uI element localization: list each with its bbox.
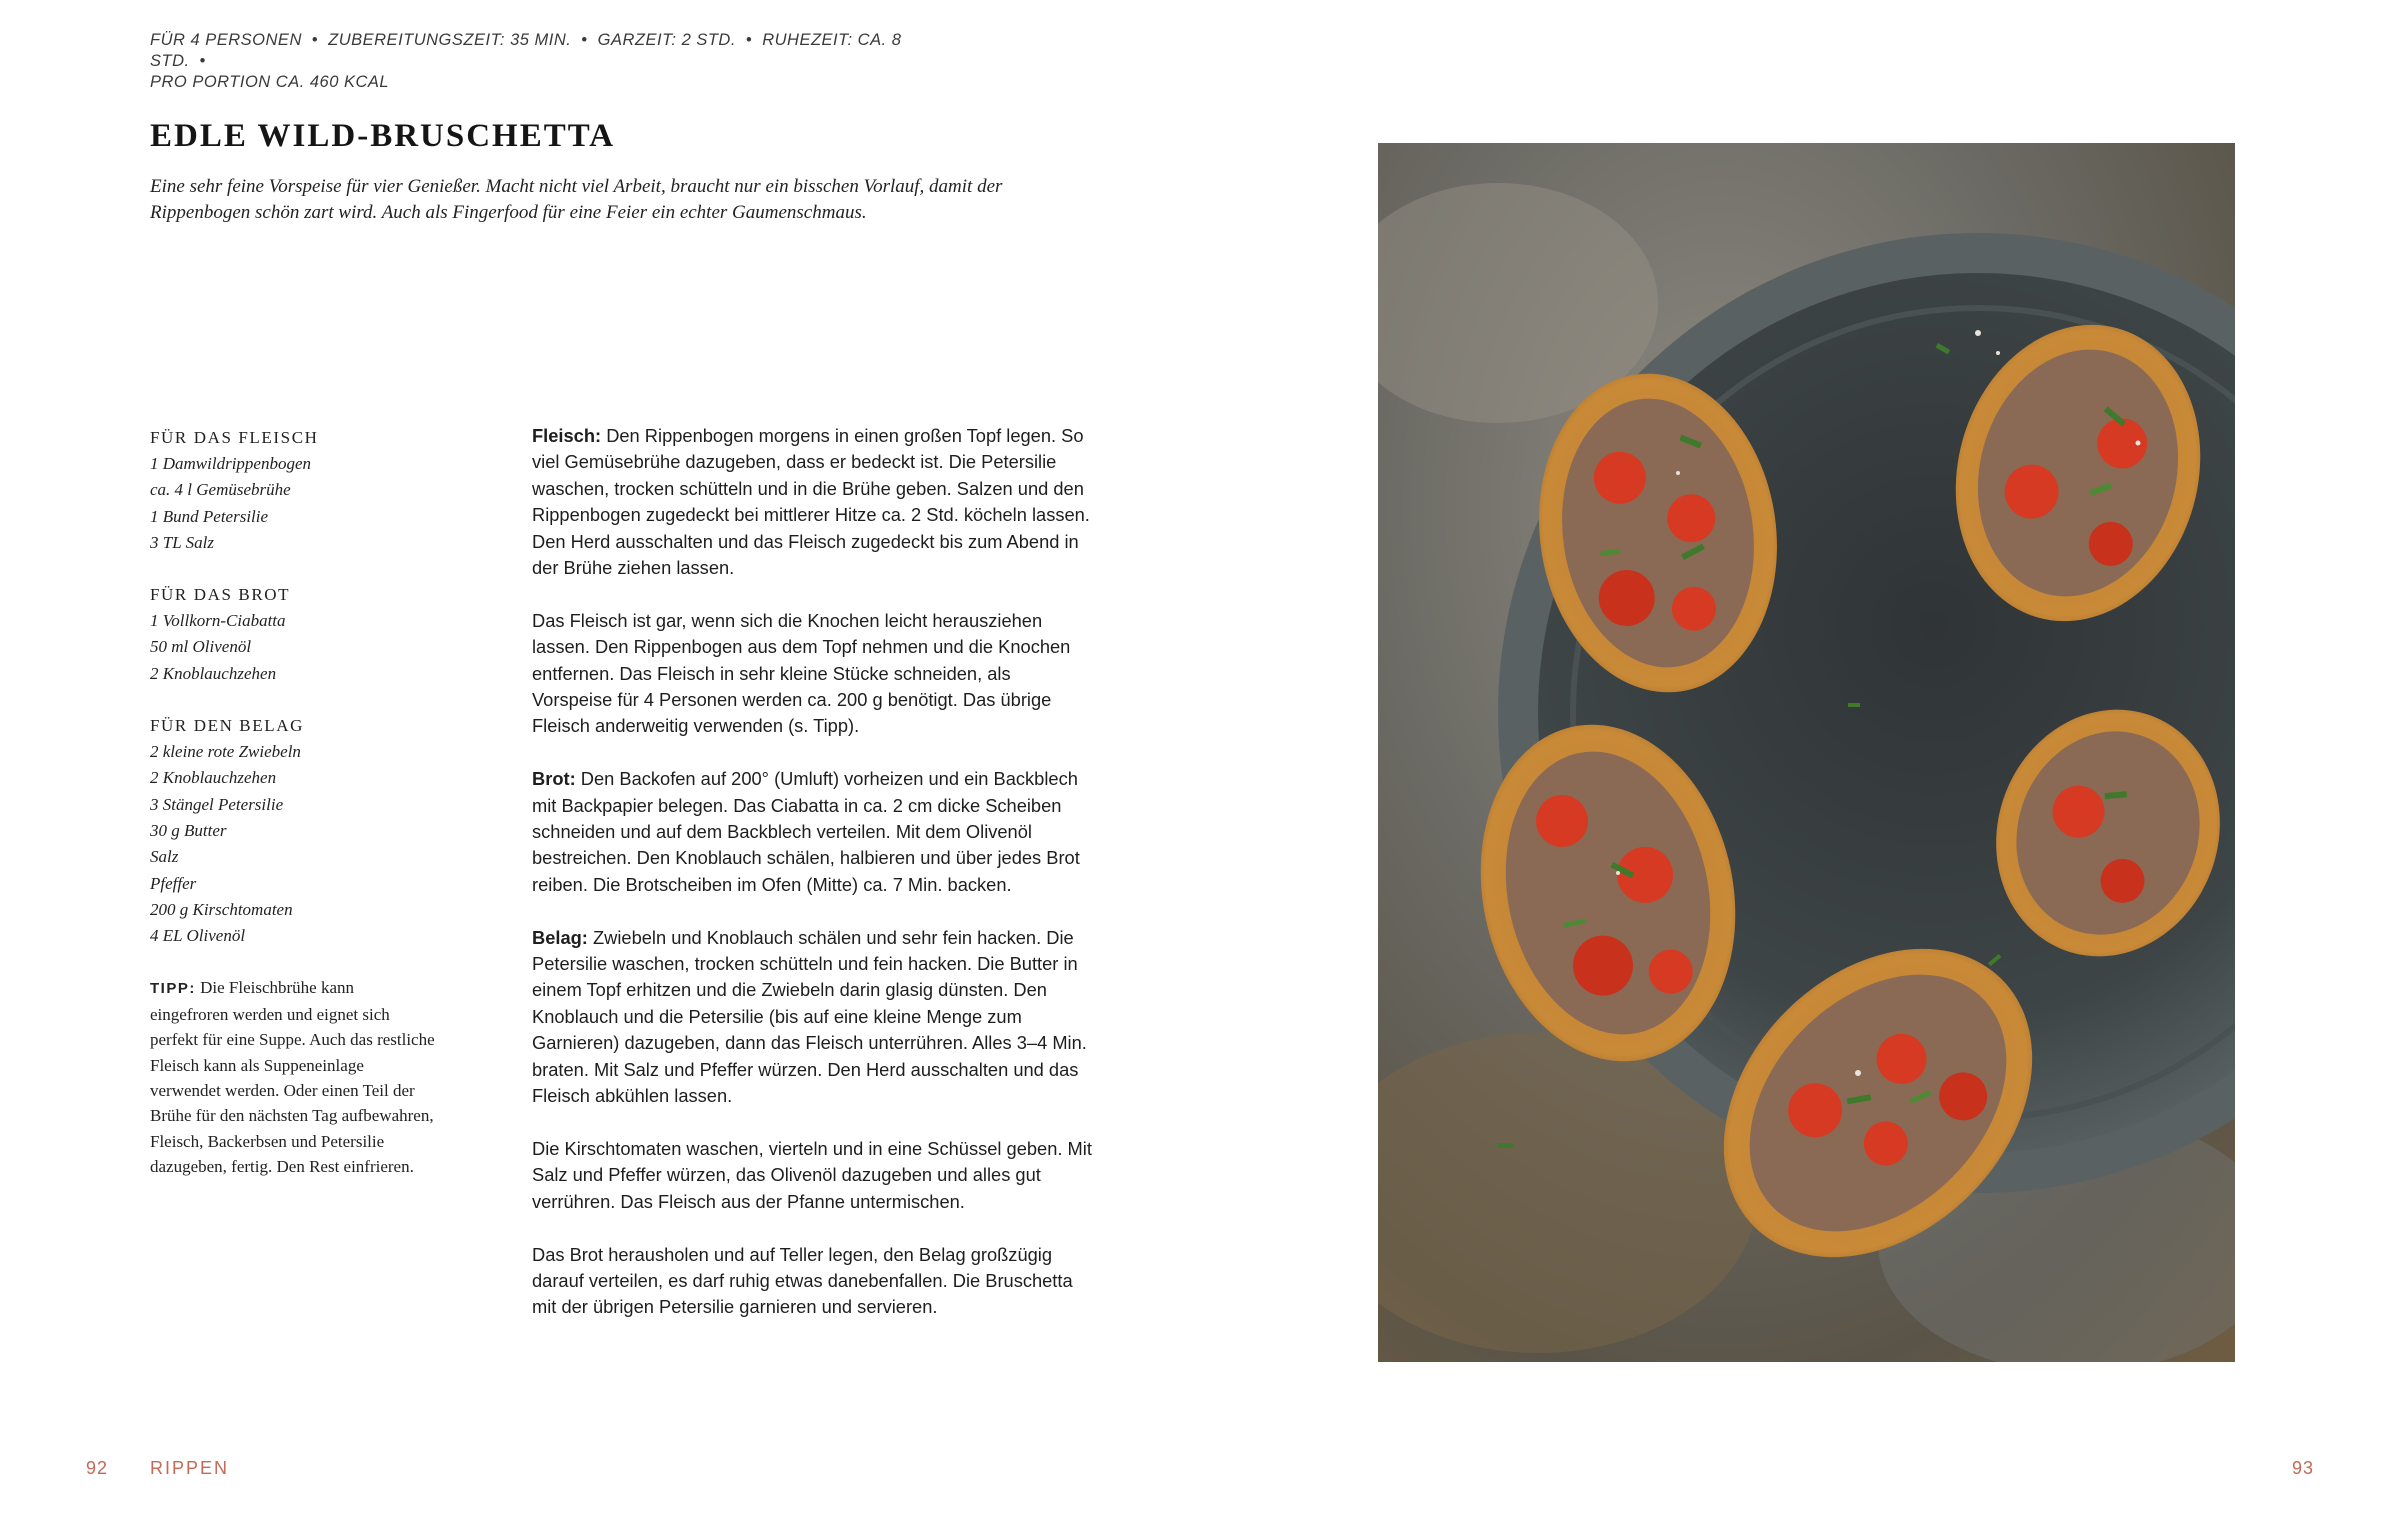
ingredient-item: 1 Bund Petersilie [150, 506, 269, 526]
instruction-lead: Brot: [532, 768, 576, 790]
meta-separator: • [581, 31, 588, 49]
meta-separator: • [311, 31, 319, 49]
ingredient-item: 200 g Kirschtomaten [150, 899, 293, 919]
ingredient-group-meat [150, 425, 440, 556]
meta-separator: • [199, 52, 206, 70]
instruction-lead: Fleisch: [532, 425, 602, 446]
recipe-title: EDLE WILD-BRUSCHETTA [150, 118, 616, 154]
page-number-left: 92 [86, 1458, 109, 1478]
meta-cook-time: GARZEIT: 2 STD. [597, 31, 736, 49]
ingredient-group-heading: FÜR DEN BELAG [150, 716, 304, 736]
ingredient-item: 2 Knoblauchzehen [150, 768, 277, 788]
instructions-column [532, 423, 1092, 1347]
recipe-meta [150, 30, 970, 93]
meta-calories: PRO PORTION CA. 460 KCAL [150, 73, 390, 91]
ingredient-item: 30 g Butter [150, 820, 227, 840]
instruction-paragraph [532, 1136, 1092, 1215]
ingredient-group-heading: FÜR DAS BROT [150, 585, 291, 605]
ingredient-item: ca. 4 l Gemüsebrühe [150, 480, 291, 500]
bruschetta-photo [1378, 143, 2235, 1362]
ingredient-item: 1 Vollkorn-Ciabatta [150, 611, 286, 631]
photo-illustration [1378, 143, 2235, 1362]
section-label: RIPPEN [150, 1458, 230, 1478]
instruction-text: Das Fleisch ist gar, wenn sich die Knochen leicht herausziehen lassen. Den Rippenbogen aus dem Topf nehmen und die Knochen entfernen. Das Fleisch in sehr kleine Stücke schneiden, als Vorspeise für 4 Personen werden ca. 200 g benötigt. Das übrige Fleisch anderweitig verwenden (s. Tipp). [532, 609, 1071, 737]
meta-prep-time: ZUBEREITUNGSZEIT: 35 MIN. [328, 31, 572, 49]
page-number-right: 93 [2291, 1458, 2314, 1478]
instruction-lead: Belag: [532, 926, 588, 948]
ingredient-item: 50 ml Olivenöl [150, 637, 252, 657]
instruction-paragraph [532, 423, 1092, 581]
instruction-paragraph [532, 1242, 1092, 1321]
ingredient-item: 3 Stängel Petersilie [150, 794, 284, 814]
instruction-paragraph [532, 608, 1092, 740]
tip-text: Die Fleischbrühe kann eingefroren werden und eignet sich perfekt für eine Suppe. Auch das restliche Fleisch kann als Suppeneinlage verwendet werden. Oder einen Teil der Brühe für den nächsten Tag aufbewahren, Fleisch, Backerbsen und Petersilie dazugeben, fertig. Den Rest einfrieren. [150, 978, 435, 1177]
meta-servings: FÜR 4 PERSONEN [150, 31, 302, 49]
meta-rest-time: RUHEZEIT: CA. 8 STD. [150, 31, 902, 70]
ingredient-item: 1 Damwildrippenbogen [150, 454, 312, 473]
ingredient-group-bread [150, 582, 440, 687]
meta-separator: • [745, 31, 753, 49]
ingredient-group-topping [150, 713, 440, 949]
ingredient-item: 2 Knoblauchzehen [150, 663, 277, 683]
ingredient-item: 2 kleine rote Zwiebeln [150, 742, 301, 762]
instruction-text: Die Kirschtomaten waschen, vierteln und in eine Schüssel geben. Mit Salz und Pfeffer würzen, das Olivenöl dazugeben und alles gut verrühren. Das Fleisch aus der Pfanne untermischen. [532, 1137, 1092, 1212]
instruction-text: Zwiebeln und Knoblauch schälen und sehr fein hacken. Die Petersilie waschen, trocken schütteln und fein hacken. Die Butter in einem Topf erhitzen und die Zwiebeln darin glasig dünsten. Den Knoblauch und die Petersilie (bis auf eine kleine Menge zum Garnieren) dazugeben, dann das Fleisch unterrühren. Alles 3–4 Min. braten. Mit Salz und Pfeffer würzen. Den Herd ausschalten und das Fleisch abkühlen lassen. [532, 926, 1087, 1107]
instruction-text: Den Backofen auf 200° (Umluft) vorheizen und ein Backblech mit Backpapier belegen. Das Ciabatta in ca. 2 cm dicke Scheiben schneiden und auf dem Backblech verteilen. Mit dem Olivenöl bestreichen. Den Knoblauch schälen, halbieren und über jedes Brot reiben. Die Brotscheiben im Ofen (Mitte) ca. 7 Min. backen. [532, 768, 1080, 895]
tip-box [150, 975, 435, 1179]
ingredient-item: 3 TL Salz [150, 532, 214, 552]
instruction-paragraph [532, 925, 1092, 1110]
instruction-text: Das Brot herausholen und auf Teller legen, den Belag großzügig darauf verteilen, es darf ruhig etwas danebenfallen. Die Bruschetta mit der übrigen Petersilie garnieren und servieren. [532, 1243, 1073, 1318]
ingredient-group-heading: FÜR DAS FLEISCH [150, 428, 319, 447]
ingredient-item: 4 EL Olivenöl [150, 926, 246, 946]
instruction-paragraph [532, 766, 1092, 898]
ingredient-item: Salz [150, 847, 179, 867]
tip-label: TIPP: [150, 980, 196, 998]
ingredients-column [150, 425, 440, 1180]
instruction-text: Den Rippenbogen morgens in einen großen Topf legen. So viel Gemüsebrühe dazugeben, dass er bedeckt ist. Die Petersilie waschen, trocken schütteln und in die Brühe geben. Salzen und den Rippenbogen zugedeckt bei mittlerer Hitze ca. 2 Std. köcheln lassen. Den Herd ausschalten und das Fleisch zugedeckt bis zum Abend in der Brühe ziehen lassen. [532, 425, 1090, 579]
ingredient-item: Pfeffer [150, 873, 197, 893]
recipe-intro: Eine sehr feine Vorspeise für vier Genießer. Macht nicht viel Arbeit, braucht nur ein bisschen Vorlauf, damit der Rippenbogen schön zart wird. Auch als Fingerfood für eine Feier ein echter Gaumenschmaus. [150, 176, 1003, 223]
